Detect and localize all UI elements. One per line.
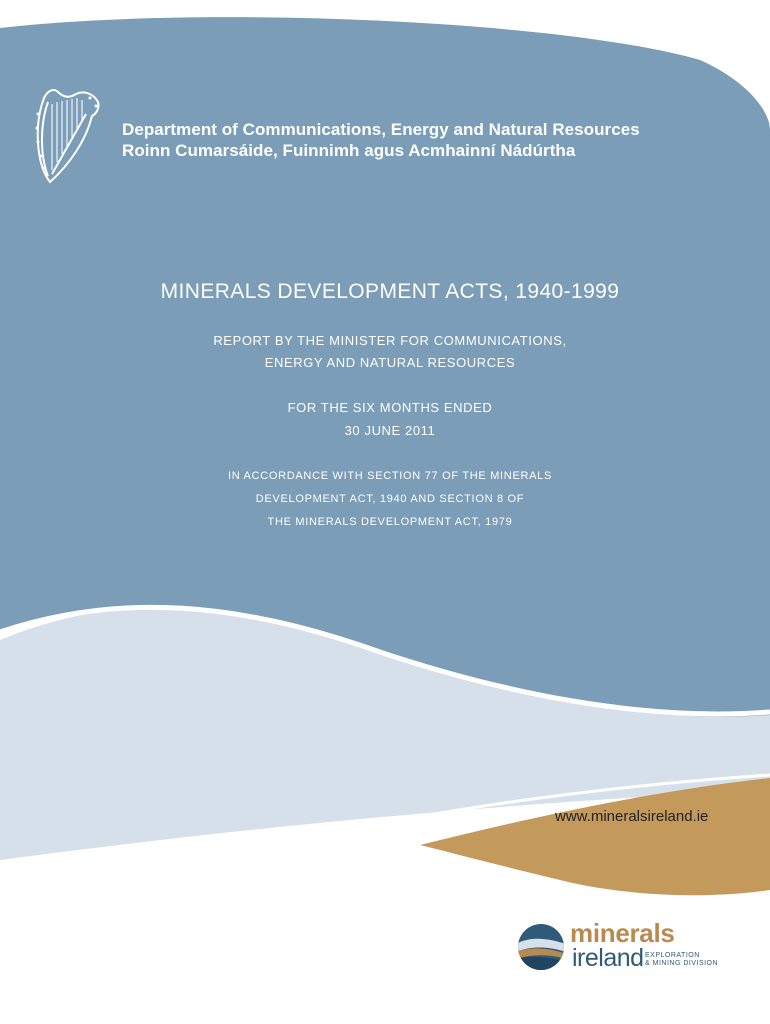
accordance-line-3: THE MINERALS DEVELOPMENT ACT, 1979 [267, 516, 513, 528]
website-link[interactable]: www.mineralsireland.ie [555, 808, 709, 825]
logo-division-line-1: EXPLORATION [645, 952, 700, 959]
logo-division-line-2: & MINING DIVISION [645, 960, 719, 967]
report-period-line-2: 30 JUNE 2011 [344, 423, 436, 438]
globe-landscape-icon [516, 922, 566, 972]
accordance-line-2: DEVELOPMENT ACT, 1940 AND SECTION 8 OF [255, 493, 525, 505]
logo-word-minerals: minerals [570, 918, 675, 948]
department-name-irish: Roinn Cumarsáide, Fuinnimh agus Acmhainní Nádúrtha [122, 141, 576, 160]
logo-word-ireland: ireland [572, 944, 644, 972]
accordance-line-1: IN ACCORDANCE WITH SECTION 77 OF THE MINERALS [227, 470, 553, 482]
report-period-line-1: FOR THE SIX MONTHS ENDED [287, 400, 493, 415]
report-title: MINERALS DEVELOPMENT ACTS, 1940-1999 [160, 280, 620, 303]
harp-icon [30, 84, 104, 188]
logo-division-text [645, 952, 718, 968]
report-subtitle-line-1: REPORT BY THE MINISTER FOR COMMUNICATIONS, [213, 333, 567, 348]
minerals-ireland-logo [516, 920, 726, 975]
report-subtitle-line-2: ENERGY AND NATURAL RESOURCES [264, 355, 516, 370]
department-name-english: Department of Communications, Energy and Natural Resources [122, 120, 640, 139]
